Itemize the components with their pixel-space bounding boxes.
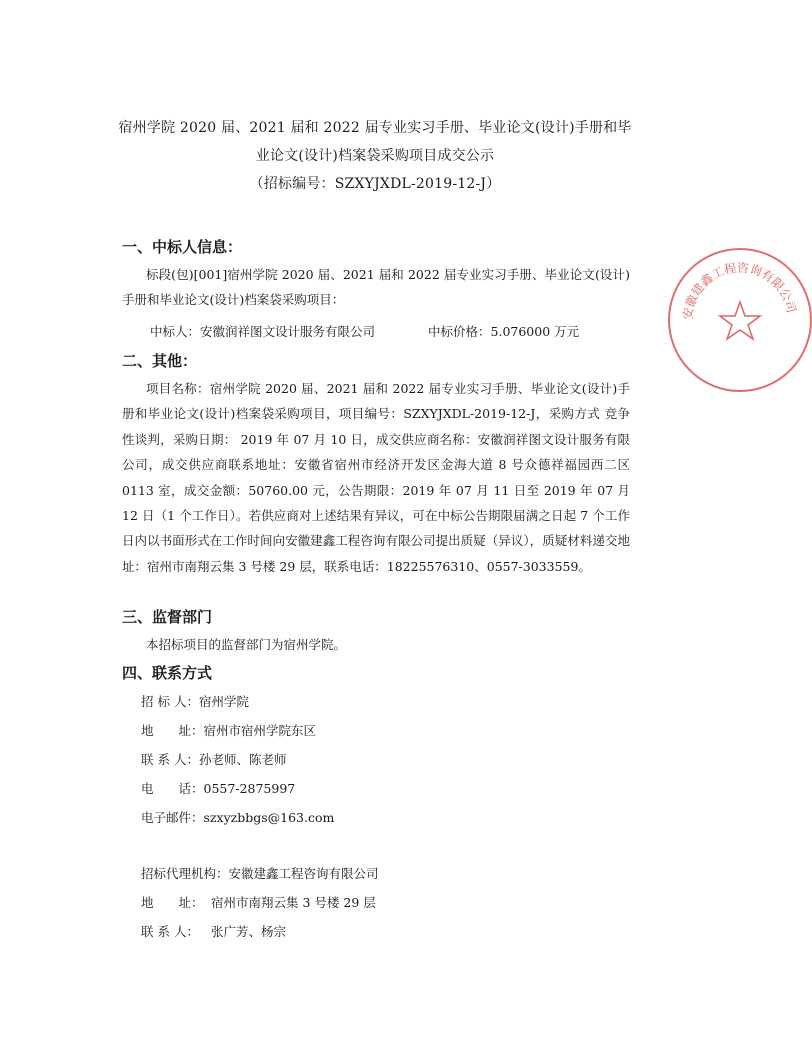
section-2-heading: 二、其他： — [122, 352, 198, 370]
agency-label: 联 系 人： — [141, 924, 199, 939]
contact-row — [141, 750, 286, 768]
section-2-paragraph: 项目名称：宿州学院 2020 届、2021 届和 2022 届专业实习手册、毕业论文(设计)手册和毕业论文(设计)档案袋采购项目，项目编号：SZXYJXDL-2019-12-J，采购方式 竞争性谈判，采购日期： 2019 年 07 月 10 日，成交供应商名称：安徽润祥图文设计服务有限公司，成交供应商联系地址：安徽省宿州市经济开发区金海大道 8 号众德祥福园西二区 0113 室，成交金额：50760.00 元，公告期限：2019 年 07 月 11 日至 2019 年 07 月 12 日（1 个工作日）。若供应商对上述结果有异议，可在中标公告期限届满之日起 7 个工作日内以书面形式在工作时间向安徽建鑫工程咨询有限公司提出质疑（异议），质疑材料递交地址：宿州市南翔云集 3 号楼 29 层，联系电话：18225576310、0557-3033559。 — [122, 381, 630, 574]
seal-star-icon — [720, 302, 760, 339]
title-line-1: 宿州学院 2020 届、2021 届和 2022 届专业实习手册、毕业论文(设计)手册和毕 — [118, 120, 632, 136]
contact-label: 招 标 人： — [141, 694, 199, 709]
contact-value: 宿州学院 — [198, 694, 249, 709]
price-value: 5.076000 万元 — [490, 324, 580, 339]
company-seal — [668, 248, 812, 392]
contact-value: 孙老师、陈老师 — [198, 752, 287, 767]
seal-text: 安徽建鑫工程咨询有限公司 — [680, 260, 799, 321]
winner-value: 安徽润祥图文设计服务有限公司 — [200, 324, 376, 339]
contact-value: 宿州市宿州学院东区 — [203, 723, 317, 738]
contact-label: 电子邮件： — [141, 810, 204, 825]
agency-label: 地 址： — [141, 895, 204, 910]
contact-label: 联 系 人： — [141, 752, 199, 767]
agency-value: 宿州市南翔云集 3 号楼 29 层 — [211, 895, 376, 910]
contact-row — [141, 692, 249, 710]
winner-label: 中标人： — [150, 324, 201, 339]
title-line-3: （招标编号：SZXYJXDL-2019-12-J） — [249, 176, 501, 192]
section-3-heading: 三、监督部门 — [122, 608, 213, 626]
price-row — [428, 322, 579, 340]
agency-label: 招标代理机构： — [141, 866, 229, 881]
agency-value: 安徽建鑫工程咨询有限公司 — [228, 866, 379, 881]
contact-value: 0557-2875997 — [203, 781, 296, 796]
section-4-heading: 四、联系方式 — [122, 664, 213, 682]
price-label: 中标价格： — [428, 324, 491, 339]
section-1-paragraph: 标段(包)[001]宿州学院 2020 届、2021 届和 2022 届专业实习手册、毕业论文(设计)手册和毕业论文(设计)档案袋采购项目： — [122, 267, 630, 308]
agency-row — [141, 864, 379, 882]
agency-row — [141, 922, 286, 940]
document-title — [110, 114, 640, 198]
section-3-paragraph: 本招标项目的监督部门为宿州学院。 — [146, 637, 347, 652]
agency-row — [141, 893, 376, 911]
contact-label: 电 话： — [141, 781, 204, 796]
contact-label: 地 址： — [141, 723, 204, 738]
contact-row — [141, 808, 334, 826]
contact-row — [141, 779, 295, 797]
email-value: szxyzbbgs@163.com — [203, 810, 335, 825]
winner-row — [150, 322, 375, 340]
agency-value: 张广芳、杨宗 — [211, 924, 287, 939]
section-1-heading: 一、中标人信息： — [122, 238, 243, 256]
contact-row — [141, 721, 316, 739]
title-line-2: 业论文(设计)档案袋采购项目成交公示 — [255, 148, 495, 164]
seal-graphic — [670, 250, 810, 390]
